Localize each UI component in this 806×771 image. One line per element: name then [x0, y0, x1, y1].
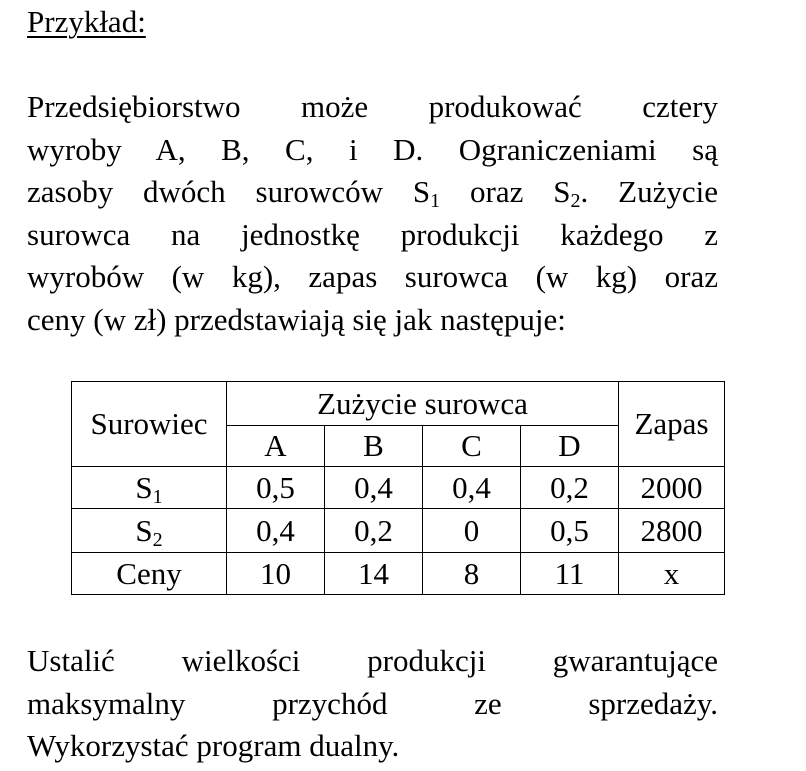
- table-cell: 0: [423, 509, 521, 553]
- intro-line-1: Przedsiębiorstwo może produkować cztery: [27, 89, 718, 124]
- header-zapas: Zapas: [619, 382, 725, 467]
- table-cell: 0,4: [423, 467, 521, 509]
- intro-line-5: wyrobów (w kg), zapas surowca (w kg) oraz: [27, 259, 718, 294]
- table-cell: 0,2: [325, 509, 423, 553]
- task-line-1: Ustalić wielkości produkcji gwarantujące: [27, 643, 718, 678]
- table-cell: 0,2: [521, 467, 619, 509]
- intro-line-2: wyroby A, B, C, i D. Ograniczeniami są: [27, 131, 718, 167]
- table-row-ceny: [72, 553, 725, 595]
- table-cell: 0,4: [227, 509, 325, 553]
- row-label: $S_1$: [72, 467, 227, 509]
- intro-line-4: surowca na jednostkę produkcji każdego z: [27, 216, 718, 252]
- table-cell: 11: [521, 553, 619, 595]
- heading: Przykład:: [27, 4, 146, 39]
- table-row-s1: [72, 467, 725, 509]
- table-cell: 0,4: [325, 467, 423, 509]
- header-product-d: D: [521, 426, 619, 467]
- table-cell: 0,5: [227, 467, 325, 509]
- zapas-cell: 2800: [619, 509, 725, 553]
- table-row-s2: [72, 509, 725, 553]
- header-surowiec: Surowiec: [72, 382, 227, 467]
- header-zuzycie: Zużycie surowca: [227, 382, 619, 426]
- table-cell: 8: [423, 553, 521, 595]
- table-cell: 0,5: [521, 509, 619, 553]
- resource-table: [71, 381, 725, 595]
- table-cell: 10: [227, 553, 325, 595]
- intro-line-6: ceny (w zł) przedstawiają się jak następuje:: [27, 301, 566, 337]
- zapas-cell: x: [619, 553, 725, 595]
- header-product-a: A: [227, 426, 325, 467]
- header-product-c: C: [423, 426, 521, 467]
- row-label: $S_2$: [72, 509, 227, 553]
- intro-line-3: zasoby dwóch surowców $S_1$ oraz $S_2$. Zużycie: [27, 174, 718, 212]
- table-cell: 14: [325, 553, 423, 595]
- intro-paragraph: [27, 86, 718, 341]
- row-label: Ceny: [72, 553, 227, 595]
- task-line-3: Wykorzystać program dualny.: [27, 728, 400, 763]
- task-line-2: maksymalny przychód ze sprzedaży.: [27, 685, 718, 721]
- zapas-cell: 2000: [619, 467, 725, 509]
- task-paragraph: [27, 640, 718, 768]
- header-product-b: B: [325, 426, 423, 467]
